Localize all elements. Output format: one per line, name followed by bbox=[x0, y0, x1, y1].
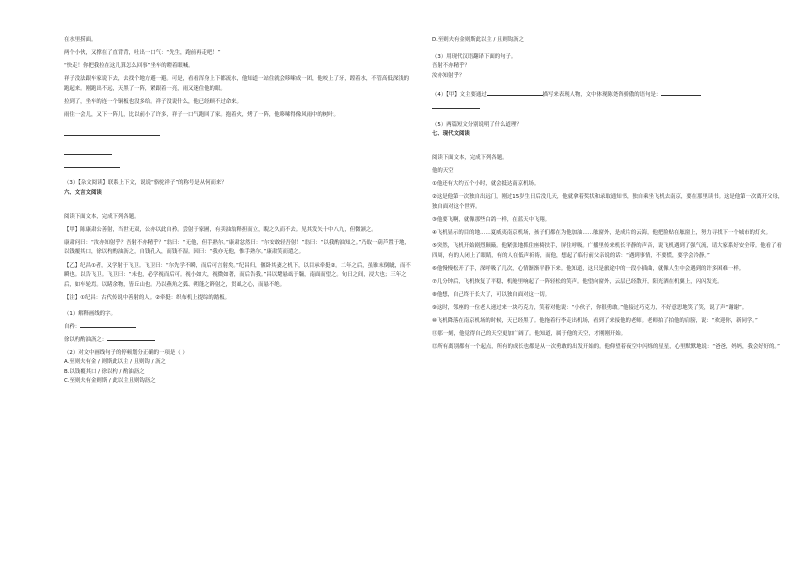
story-line: 拉到了，坐车的连一个铜板也没多给。祥子没说什么，他已经顾不过命来。 bbox=[64, 98, 242, 105]
answer-blank[interactable] bbox=[64, 128, 112, 136]
question-4: （4）【甲】文主要通过 描写来表现人物，文中体现陈尧咨骄傲的语句是： bbox=[432, 88, 784, 101]
question-5: （5）两篇短文分别说明了什么道理？ bbox=[432, 121, 522, 128]
instruction: 阅读下面文本，完成下列各题。 bbox=[64, 213, 140, 220]
article-paragraph: ⑦几分钟后，飞机恢复了平稳，机舱里响起了一阵轻松的笑声。他望向窗外，云层已经散开，阳光洒在机翼上，闪闪发光。 bbox=[432, 278, 723, 285]
story-line: 两个小伙，又撑在了直背背，吐出一口气：“先生，跑前再走吧！” bbox=[64, 50, 221, 57]
instruction: 阅读下面文本，完成下列各题。 bbox=[432, 154, 508, 161]
answer-blank[interactable] bbox=[64, 147, 112, 155]
answer-blank[interactable] bbox=[661, 88, 701, 96]
article-paragraph: ②这是他第一次独自出远门，刚过15岁生日后没几天，他就拿着奖状和录取通知书，独自乘坐飞机去南京，要在那里读书。这是他第一次离开父母，独自面对这个世界。 bbox=[432, 194, 784, 210]
section-heading: 七、现代文阅读 bbox=[432, 131, 470, 138]
article-paragraph: ⑥他慢慢松开了手，深呼吸了几次，心情渐渐平静下来。他知道，这只是旅途中的一段小插曲，就像人生中会遇到的许多困难一样。 bbox=[432, 265, 745, 272]
article-paragraph: ⑨这时，邻座的一位老人递过来一块巧克力，笑着对他说：“小伙子，你很勇敢。”他接过巧克力，不好意思地笑了笑，说了声“谢谢”。 bbox=[432, 304, 748, 311]
passage-jia: 康肃问曰：“汝亦知射乎？吾射不亦精乎？”翁曰：“无他，但手熟尔。”康肃忿然曰：“尔安敢轻吾射！”翁曰：“以我酌油知之。”乃取一葫芦置于地，以钱覆其口，徐以杓酌油沥之，自钱孔入，而钱不湿。因曰：“我亦无他，惟手熟尔。”康肃笑而遣之。 bbox=[64, 239, 410, 256]
sentence-to-translate: 吾射不亦精乎？ bbox=[432, 63, 470, 70]
passage-jia: 【甲】陈康肃公善射，当世无双，公亦以此自矜。尝射于家圃，有卖油翁释担而立，睨之久而不去。见其发矢十中八九，但微颔之。 bbox=[64, 226, 377, 233]
story-line: 在水里捞面。 bbox=[64, 37, 97, 43]
answer-blank[interactable] bbox=[112, 128, 160, 136]
article-paragraph: ⑤突然，飞机开始剧烈颠簸。他紧张地抓住座椅扶手，屏住呼吸。广播里传来机长平静的声音，说飞机遇到了强气流，请大家系好安全带。他看了看四周，有的人闭上了眼睛，有的人在低声祈祷，而他，想起了临行前父亲说的话：“遇到事情，不要慌，要学会冷静。” bbox=[432, 242, 782, 259]
option-a[interactable]: A.至则夫有金 / 则斯此以主 / 且则钩 / 沥之 bbox=[64, 359, 166, 366]
article-paragraph: ③他要飞啊，就像那些白鸽一样，在蓝天中飞翔。 bbox=[432, 216, 551, 223]
left-column bbox=[64, 36, 414, 387]
answer-blank[interactable] bbox=[107, 333, 155, 341]
option-c[interactable]: C.至则夫有金则斯 / 此以主且则钩沥之 bbox=[64, 378, 156, 385]
article-paragraph: ⑧他想，自己终于长大了，可以独自面对这一切。 bbox=[432, 291, 551, 298]
story-line: “快走！你把我拉在这儿算怎么回事”坐车的瞪着眼喊。 bbox=[64, 63, 194, 70]
story-line: 祥子没法跟车家说下去，去找个地方避一避。可是，看看浑身上下都流水，他知道一站住就会哆嗦成一团，他咬上了牙，蹚着水，不管高低深浅的跑起来。刚跑出不远，天黑了一阵，紧跟着一亮，雨又迷住他的眼。 bbox=[64, 76, 410, 92]
question-1: （1）解释画线的字。 bbox=[64, 311, 116, 318]
gloss-item: 徐以杓酌油沥之： bbox=[64, 333, 414, 346]
section-heading: 六、文言文阅读 bbox=[64, 190, 102, 197]
answer-blank[interactable] bbox=[80, 320, 136, 328]
question-3: （3）用现代汉语翻译下面的句子。 bbox=[432, 53, 517, 60]
article-paragraph: ⑫所有离别都有一个起点，所有的成长也都是从一次勇敢的出发开始的。他仰望着夜空中闪烁的星星，心里默默地说：“爸爸，妈妈，我会好好的。” bbox=[432, 344, 780, 351]
question-2: （2）对文中画线句子的停顿划分正确的一项是（ ） bbox=[64, 349, 188, 356]
question-3: （3）【杂文阅读】联系上下文，说说“骆驼祥子”的称号是从何而来？ bbox=[64, 180, 227, 187]
article-paragraph: ⑪那一刻，他觉得自己的天空更加广阔了。他知道，属于他的天空，才刚刚开始。 bbox=[432, 331, 627, 338]
story-line: 雨住一会儿，又下一阵儿，比以前小了许多，祥子一口气跑回了家。抱着火，烤了一阵，他哆嗦得像风雨中的树叶。 bbox=[64, 112, 339, 119]
article-paragraph: ①他还有大约五个小时，就会抵达南京机场。 bbox=[432, 180, 540, 187]
annotation-note: 【注】①纪昌：古代传说中善射的人。②牵挺：织布机上提综的踏板。 bbox=[64, 294, 230, 301]
article-paragraph: ④飞机显示的目的地……夏威夷南京机场，孩子们都在为他加油……舷窗外，是成片的云海，他把脸贴在舷窗上，努力寻找下一个城市的灯火。 bbox=[432, 229, 772, 236]
answer-blank[interactable] bbox=[487, 88, 543, 96]
answer-blank[interactable] bbox=[64, 160, 120, 168]
question-2 bbox=[64, 147, 414, 160]
gloss-item: 自矜： bbox=[64, 320, 414, 333]
right-column bbox=[432, 36, 784, 353]
question-1 bbox=[64, 128, 414, 141]
article-title: 他的天空 bbox=[432, 167, 454, 174]
option-d[interactable]: D.至则夫有金则斯此以主 / 且则钩沥之 bbox=[432, 37, 524, 43]
passage-yi: 【乙】纪昌①者，又学射于飞卫。飞卫曰：“尔先学不瞬，而后可言射矣。”纪昌归，偃卧其妻之机下，以目承牵挺②。二年之后，虽锥末倒眦，而不瞬也。以告飞卫。飞卫曰：“未也，必学视而后可。视小如大，视微如著，而后告我。”昌以氂悬虱于牖，南面而望之。旬日之间，浸大也；三年之后，如车轮焉。以睹余物，皆丘山也。乃以燕角之弧、朔蓬之簳射之，贯虱之心，而悬不绝。 bbox=[64, 262, 411, 288]
sentence-to-translate: 汝亦知射乎？ bbox=[432, 72, 465, 79]
option-b[interactable]: B.以钱覆其口 / 徐以杓 / 酌油沥之 bbox=[64, 368, 145, 375]
answer-blank[interactable] bbox=[432, 101, 480, 109]
article-paragraph: ⑩飞机降落在南京机场的时候，天已经黑了。他拖着行李走出机场，看到了来接他的老师。老师拍了拍他的肩膀，说：“欢迎你，新同学。” bbox=[432, 317, 758, 324]
